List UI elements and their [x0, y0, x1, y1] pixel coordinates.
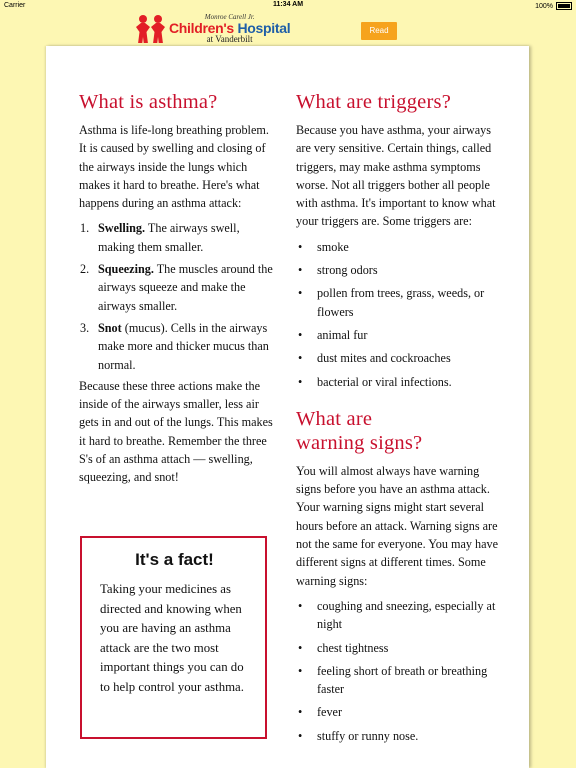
read-button[interactable]: Read — [361, 22, 397, 40]
status-bar — [0, 0, 576, 12]
list-item: 1. Swelling. The airways swell, making them smaller. — [80, 221, 240, 254]
children-figures-icon — [136, 15, 165, 43]
triggers-list — [296, 238, 506, 391]
list-item: • pollen from trees, grass, weeds, or flowers — [296, 284, 506, 321]
warning-intro: You will almost always have warning signs before you have an asthma attack. Your warning signs might start several hours before an attack. Warning signs are not the same for everyone. You may have different signs at different times. Some warning signs: — [296, 463, 499, 588]
status-time: 11:34 AM — [272, 1, 304, 8]
asthma-intro: Asthma is life-long breathing problem. It is caused by swelling and closing of the airways inside the lungs which makes it hard to breathe. Here's what happens during an asthma attack: — [79, 123, 269, 211]
fact-text: Taking your medicines as directed and knowing when you are having an asthma attack are the two most important things you can do to help control your asthma. — [100, 582, 244, 694]
triggers-heading: What are triggers? — [296, 91, 451, 113]
right-column — [296, 90, 506, 750]
document-page — [46, 46, 529, 768]
list-item: • smoke — [296, 238, 506, 256]
logo-text — [169, 14, 290, 44]
logo-main-text: Children's Hospital — [169, 20, 291, 36]
asthma-heading: What is asthma? — [79, 91, 218, 113]
asthma-conclusion: Because these three actions make the inside of the airways smaller, less air gets in and out of the lungs. This makes it hard to breathe. Remember the three S's of an asthma attach — swelling, squeezing, and snot! — [79, 378, 273, 485]
fact-title: It's a fact! — [135, 550, 214, 569]
attack-steps-list — [79, 219, 274, 373]
battery-icon — [556, 2, 572, 10]
warning-signs-heading: What are warning signs? — [296, 407, 423, 454]
logo-top-text: Monroe Carell Jr. — [204, 13, 255, 21]
list-item: • chest tightness — [296, 639, 506, 657]
list-item: 3. Snot (mucus). Cells in the airways make more and thicker mucus than normal. — [80, 320, 269, 372]
hospital-logo — [136, 14, 290, 44]
warning-signs-list — [296, 597, 506, 745]
list-item: • strong odors — [296, 261, 506, 279]
list-item: • bacterial or viral infections. — [296, 373, 506, 391]
carrier-label: Carrier — [4, 2, 26, 9]
triggers-intro: Because you have asthma, your airways are very sensitive. Certain things, called triggers, may make asthma symptoms worse. Not all triggers bother all people with asthma. It's important to know what your triggers are. Some triggers are: — [296, 123, 496, 229]
app-header — [0, 12, 576, 46]
fact-box — [80, 536, 267, 739]
list-item: 2. Squeezing. The muscles around the airways squeeze and make the airways smaller. — [80, 262, 273, 313]
list-item: • feeling short of breath or breathing faster — [296, 662, 506, 699]
logo-bottom-text: at Vanderbilt — [206, 34, 253, 44]
list-item: • dust mites and cockroaches — [296, 349, 506, 367]
battery-indicator — [535, 2, 572, 10]
left-column — [79, 90, 274, 487]
list-item: • fever — [296, 703, 506, 721]
list-item: • animal fur — [296, 326, 506, 344]
list-item: • coughing and sneezing, especially at night — [296, 597, 506, 634]
list-item: • stuffy or runny nose. — [296, 727, 506, 745]
battery-percent: 100% — [535, 2, 553, 10]
